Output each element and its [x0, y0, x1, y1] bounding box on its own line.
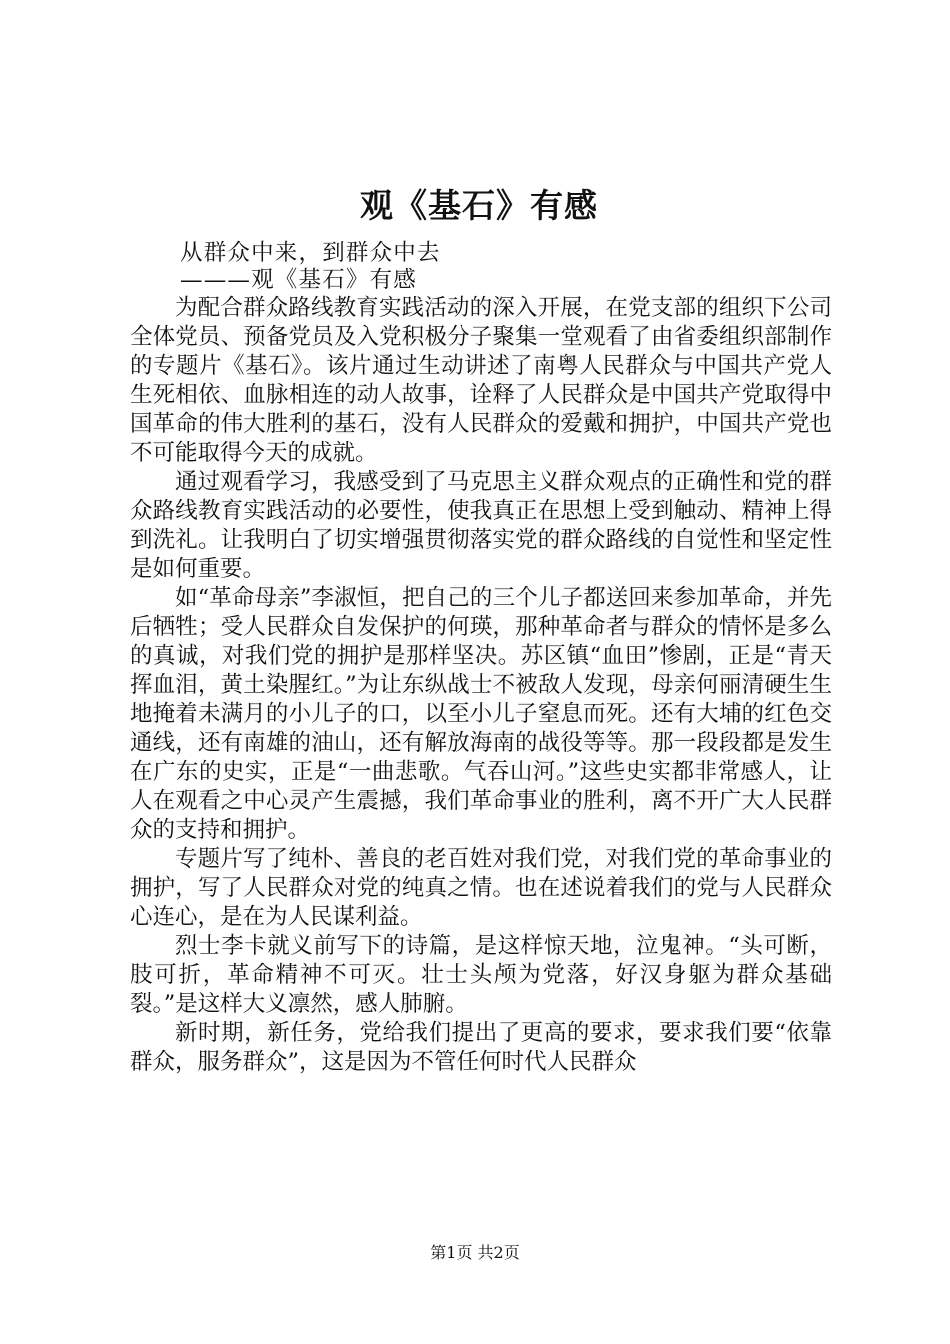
paragraph-3: 如“革命母亲”李淑恒，把自己的三个儿子都送回来参加革命，并先后牺牲；受人民群众自发保护的何瑛，那种革命者与群众的情怀是多么的真诚，对我们党的拥护是那样坚决。苏区镇“血田”惨剧，正是“青天挥血泪，黄土染腥红。”为让东纵战士不被敌人发现，母亲何丽清硬生生地掩着未满月的小儿子的口，以至小儿子窒息而死。还有大埔的红色交通线，还有南雄的油山，还有解放海南的战役等等。那一段段都是发生在广东的史实，正是“一曲悲歌。气吞山河。”这些史实都非常感人，让人在观看之中心灵产生震撼，我们革命事业的胜利，离不开广大人民群众的支持和拥护。: [130, 585, 832, 843]
subtitle-line-2: ———观《基石》有感: [180, 267, 418, 293]
paragraph-4: 专题片写了纯朴、善良的老百姓对我们党，对我们党的革命事业的拥护，写了人民群众对党的纯真之情。也在述说着我们的党与人民群众心连心，是在为人民谋利益。: [130, 846, 832, 930]
paragraph-2: 通过观看学习，我感受到了马克思主义群众观点的正确性和党的群众路线教育实践活动的必要性，使我真正在思想上受到触动、精神上得到洗礼。让我明白了切实增强贯彻落实党的群众路线的自觉性和坚定性是如何重要。: [130, 469, 832, 582]
paragraph-5: 烈士李卡就义前写下的诗篇，是这样惊天地，泣鬼神。“头可断，肢可折，革命精神不可灭。壮士头颅为党落，好汉身躯为群众基础裂。”是这样大义凛然，感人肺腑。: [130, 933, 832, 1017]
page-footer: 第1页 共2页: [430, 1243, 520, 1262]
paragraph-1: 为配合群众路线教育实践活动的深入开展，在党支部的组织下公司全体党员、预备党员及入党积极分子聚集一堂观看了由省委组织部制作的专题片《基石》。该片通过生动讲述了南粤人民群众与中国共产党人生死相依、血脉相连的动人故事，诠释了人民群众是中国共产党取得中国革命的伟大胜利的基石，没有人民群众的爱戴和拥护，中国共产党也不可能取得今天的成就。: [130, 295, 832, 466]
document-body: [130, 294, 832, 1077]
subtitle-line-1: 从群众中来，到群众中去: [180, 240, 441, 266]
paragraph-6: 新时期，新任务，党给我们提出了更高的要求，要求我们要“依靠群众，服务群众”，这是因为不管任何时代人民群众: [130, 1020, 832, 1075]
document-title: 观《基石》有感: [360, 186, 598, 225]
